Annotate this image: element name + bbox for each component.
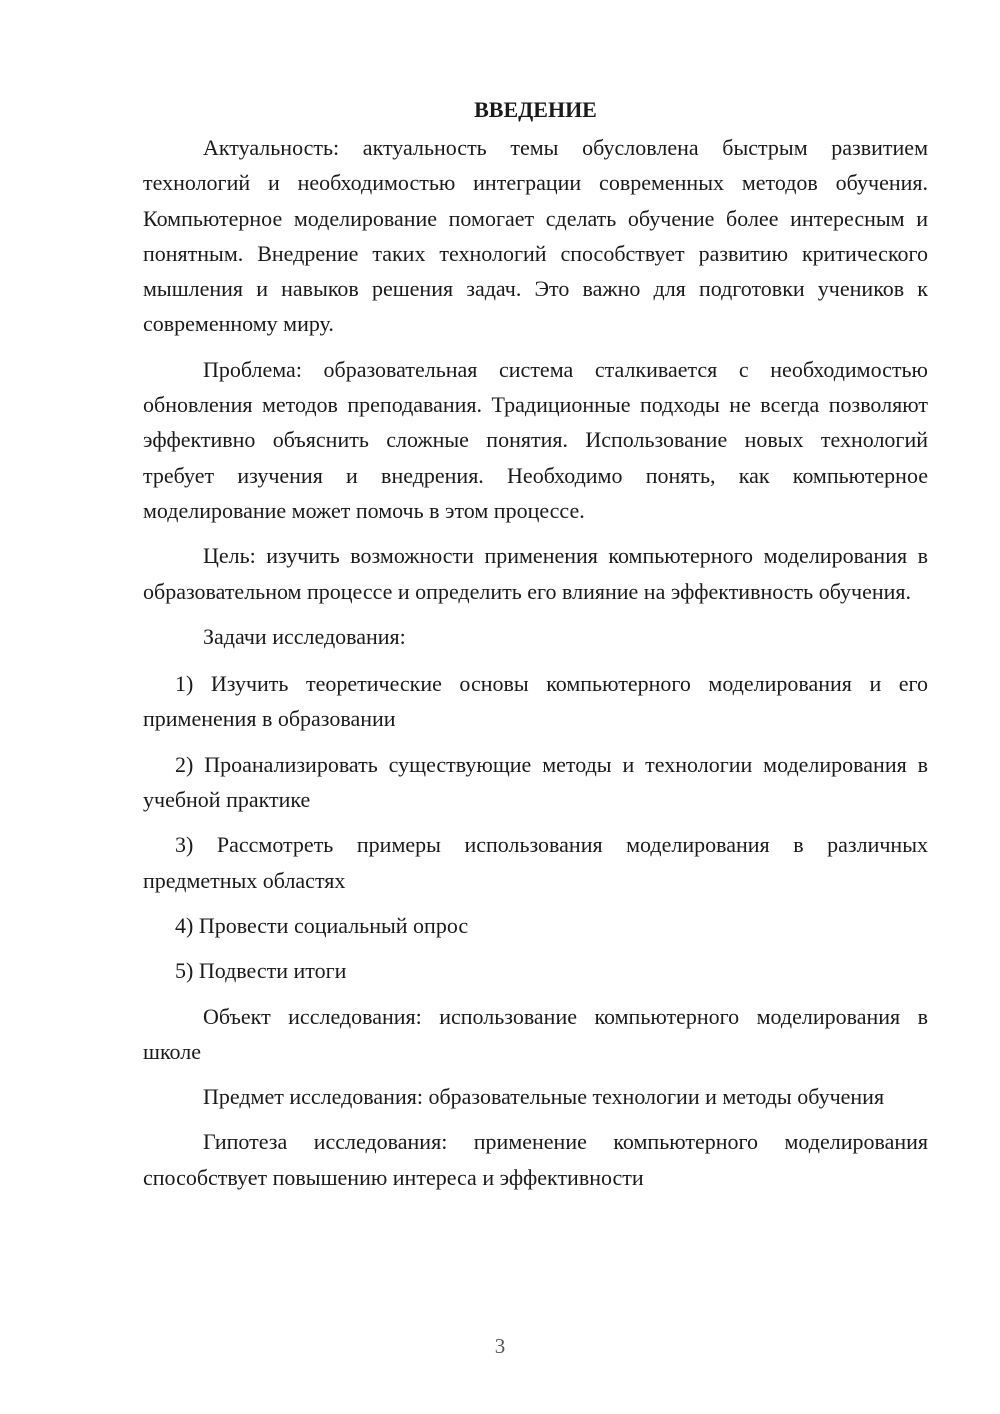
- page-title: ВВЕДЕНИЕ: [474, 97, 597, 122]
- tasks-label: Задачи исследования:: [203, 623, 406, 649]
- problem-paragraph: Проблема: образовательная система сталкивается с необходимостью обновления методов преподавания. Традиционные подходы не всегда позволяют эффективно объяснить сложные понятия. Использование новых технологий требует изучения и внедрения. Необходимо понять, как компьютерное моделирование может помочь в этом процессе.: [143, 356, 928, 523]
- relevance-paragraph: Актуальность: актуальность темы обусловлена быстрым развитием технологий и необходимостью интеграции современных методов обучения. Компьютерное моделирование помогает сделать обучение более интересным и понятным. Внедрение таких технологий способствует развитию критического мышления и навыков решения задач. Это важно для подготовки учеников к современному миру.: [143, 135, 928, 337]
- task-item-3: 3) Рассмотреть примеры использования моделирования в различных предметных областях: [143, 832, 928, 893]
- hypothesis-paragraph: Гипотеза исследования: применение компьютерного моделирования способствует повышению интереса и эффективности: [143, 1129, 928, 1190]
- page-number: 3: [494, 1334, 506, 1358]
- goal-paragraph: Цель: изучить возможности применения компьютерного моделирования в образовательном процессе и определить его влияние на эффективность обучения.: [143, 543, 928, 604]
- object-paragraph: Объект исследования: использование компьютерного моделирования в школе: [143, 1003, 928, 1064]
- subject-paragraph: Предмет исследования: образовательные технологии и методы обучения: [203, 1084, 885, 1110]
- document-page: [143, 94, 928, 1205]
- task-item-4: 4) Провести социальный опрос: [175, 912, 469, 938]
- task-item-2: 2) Проанализировать существующие методы и технологии моделирования в учебной практике: [143, 751, 928, 813]
- task-item-5: 5) Подвести итоги: [175, 958, 347, 984]
- task-item-1: 1) Изучить теоретические основы компьютерного моделирования и его применения в образовании: [143, 671, 928, 732]
